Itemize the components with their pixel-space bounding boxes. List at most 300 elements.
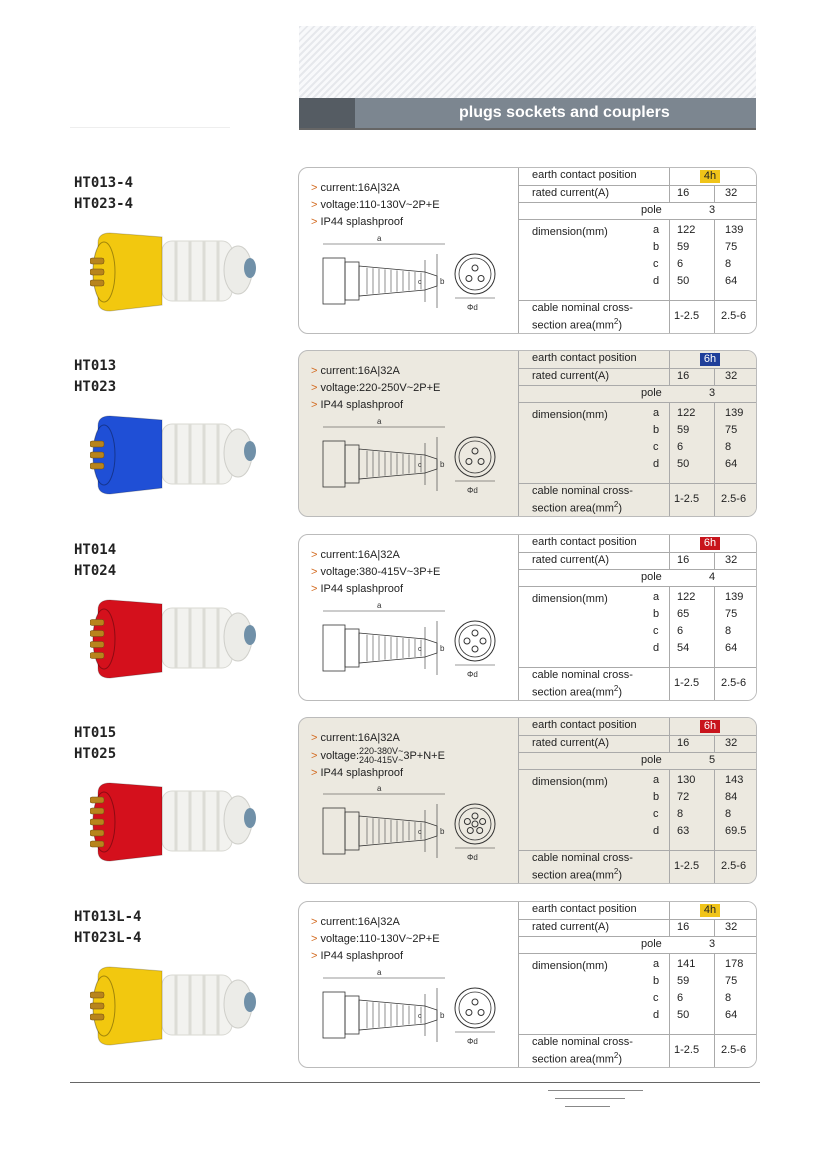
dimension-d-32: 69.5 [725, 825, 747, 837]
earth-position-badge: 6h [700, 720, 720, 733]
plug-pin [90, 797, 104, 803]
plug-pin [90, 841, 104, 847]
drawing-pin [480, 819, 486, 825]
table-rule [519, 219, 757, 220]
plug-pin [90, 819, 104, 825]
spec-text: IP44 splashproof [320, 767, 404, 779]
drawing-label-b: b [440, 827, 445, 836]
model-code: HT023 [74, 379, 117, 395]
cable-label-line2 [532, 684, 622, 699]
earth-position-label: earth contact position [532, 352, 637, 364]
drawing-face-inner [459, 992, 491, 1024]
pole-value: 4 [709, 571, 716, 583]
pole-label: pole [641, 938, 662, 950]
cable-label-sup: 2 [613, 317, 619, 326]
dimension-d-32: 64 [725, 1009, 738, 1021]
dimension-d-16: 54 [677, 642, 690, 654]
cable-label-close: ) [618, 319, 623, 332]
banner-underline [299, 128, 756, 130]
plug-cable [244, 258, 256, 278]
dimension-drawing [317, 597, 507, 692]
arrow-icon: > [311, 182, 318, 194]
rated-current-32: 32 [725, 187, 738, 199]
dimension-a-16: 122 [677, 224, 696, 236]
dimension-key-b: b [653, 608, 660, 620]
spec-text: current:16A|32A [320, 182, 400, 194]
dimension-b-32: 75 [725, 608, 738, 620]
spec-text: voltage:110-130V~2P+E [320, 199, 440, 211]
plug-image [90, 773, 260, 873]
table-rule [714, 185, 715, 202]
cable-label-line1: cable nominal cross- [532, 1036, 633, 1048]
table-rule [669, 919, 670, 936]
drawing-pin [478, 459, 484, 465]
arrow-icon: > [311, 583, 318, 595]
cable-label-close: ) [618, 869, 623, 882]
header-divider [70, 127, 230, 128]
rated-current-label: rated current(A) [532, 554, 610, 566]
table-rule [714, 368, 715, 385]
model-code: HT013 [74, 358, 117, 374]
cable-label-line1: cable nominal cross- [532, 852, 633, 864]
model-code: HT023L-4 [74, 930, 142, 946]
spec-ip [311, 214, 440, 231]
earth-position-badge: 6h [700, 537, 720, 550]
table-rule [519, 919, 757, 920]
page-title: plugs sockets and couplers [459, 104, 670, 121]
spec-text: voltage:220-250V~2P+E [320, 382, 441, 394]
drawing-face-outer [455, 621, 495, 661]
dimension-a-16: 122 [677, 407, 696, 419]
voltage-top: 220-380V~ [359, 746, 404, 756]
table-rule [669, 718, 670, 735]
plug-pin [90, 280, 104, 286]
drawing-label-c: c [418, 462, 422, 469]
table-rule [714, 735, 715, 752]
dimension-b-32: 84 [725, 791, 738, 803]
table-rule [669, 368, 670, 385]
rated-current-32: 32 [725, 554, 738, 566]
dimension-key-a: a [653, 774, 660, 786]
dimension-d-16: 63 [677, 825, 690, 837]
drawing-label-d: Φd [467, 486, 478, 495]
earth-position-badge: 4h [700, 904, 720, 917]
plug-body [162, 975, 232, 1035]
plug-pin [90, 452, 104, 458]
dimension-a-32: 178 [725, 958, 744, 970]
plug-pin [90, 992, 104, 998]
product-section [0, 169, 827, 345]
drawing-face-outer [455, 437, 495, 477]
dimension-a-32: 139 [725, 407, 744, 419]
arrow-icon: > [311, 216, 318, 228]
spec-voltage [311, 931, 440, 948]
plug-pin [90, 631, 104, 637]
dimension-key-c: c [653, 808, 659, 820]
drawing-head [323, 258, 345, 304]
dimension-key-a: a [653, 958, 660, 970]
plug-pin [90, 258, 104, 264]
table-rule [519, 569, 757, 570]
table-rule [519, 752, 757, 753]
drawing-head [323, 992, 345, 1038]
product-section [0, 719, 827, 895]
drawing-label-b: b [440, 277, 445, 286]
pole-label: pole [641, 204, 662, 216]
cable-value-16: 1-2.5 [674, 677, 700, 689]
drawing-label-c: c [418, 646, 422, 653]
plug-face [93, 609, 115, 669]
dimension-c-16: 8 [677, 808, 684, 820]
table-rule [669, 953, 670, 1067]
drawing-label-a: a [377, 234, 382, 243]
plug-pin [90, 620, 104, 626]
spec-table [518, 351, 757, 516]
arrow-icon: > [311, 749, 318, 762]
arrow-icon: > [311, 199, 318, 211]
earth-position-label: earth contact position [532, 536, 637, 548]
spec-table [518, 718, 757, 883]
pole-label: pole [641, 571, 662, 583]
drawing-collar [345, 629, 359, 667]
drawing-pin [478, 276, 484, 282]
table-rule [519, 1034, 757, 1035]
dimension-label: dimension(mm) [532, 226, 608, 238]
plug-pin [90, 463, 104, 469]
cable-label-line1: cable nominal cross- [532, 302, 633, 314]
voltage-fraction [359, 747, 403, 765]
model-code: HT023-4 [74, 196, 134, 212]
dimension-c-32: 8 [725, 992, 732, 1004]
dimension-b-32: 75 [725, 241, 738, 253]
dimension-d-32: 64 [725, 458, 738, 470]
pole-value: 3 [709, 387, 716, 399]
drawing-collar [345, 812, 359, 850]
table-rule [519, 850, 757, 851]
dimension-label: dimension(mm) [532, 409, 608, 421]
footer-mark [565, 1106, 610, 1107]
banner-accent [299, 98, 355, 128]
cable-label-line2 [532, 867, 622, 882]
spec-text: current:16A|32A [320, 916, 400, 928]
dimension-a-16: 122 [677, 591, 696, 603]
dimension-key-b: b [653, 241, 660, 253]
rated-current-32: 32 [725, 370, 738, 382]
table-rule [669, 535, 670, 552]
drawing-label-a: a [377, 784, 382, 793]
drawing-label-c: c [418, 1013, 422, 1020]
table-rule [669, 351, 670, 368]
spec-text: voltage: [320, 749, 360, 762]
spec-current [311, 914, 440, 931]
arrow-icon: > [311, 382, 318, 394]
drawing-pin [466, 276, 472, 282]
model-code: HT015 [74, 725, 117, 741]
dimension-key-a: a [653, 407, 660, 419]
drawing-label-d: Φd [467, 853, 478, 862]
dimension-a-32: 139 [725, 224, 744, 236]
drawing-pin [472, 813, 478, 819]
cable-label-text: section area(mm [532, 686, 614, 699]
cable-value-16: 1-2.5 [674, 310, 700, 322]
spec-table [518, 535, 757, 700]
drawing-label-a: a [377, 968, 382, 977]
dimension-key-a: a [653, 591, 660, 603]
cable-label-text: section area(mm [532, 319, 614, 332]
dimension-c-32: 8 [725, 258, 732, 270]
dimension-c-16: 6 [677, 992, 684, 1004]
cable-value-16: 1-2.5 [674, 860, 700, 872]
table-rule [669, 902, 670, 919]
rated-current-label: rated current(A) [532, 921, 610, 933]
dimension-d-16: 50 [677, 1009, 690, 1021]
dimension-key-c: c [653, 441, 659, 453]
dimension-key-d: d [653, 458, 660, 470]
plug-image [90, 590, 260, 690]
cable-label-line2 [532, 317, 622, 332]
dimension-key-b: b [653, 791, 660, 803]
voltage-bottom: 240-415V~ [359, 755, 404, 765]
product-section [0, 352, 827, 528]
arrow-icon: > [311, 365, 318, 377]
dimension-c-32: 8 [725, 625, 732, 637]
dimension-key-c: c [653, 258, 659, 270]
arrow-icon: > [311, 732, 318, 744]
dimension-c-16: 6 [677, 441, 684, 453]
plug-pin [90, 808, 104, 814]
dimension-key-d: d [653, 642, 660, 654]
earth-position-label: earth contact position [532, 903, 637, 915]
spec-list [311, 914, 440, 965]
spec-voltage [311, 380, 440, 397]
rated-current-label: rated current(A) [532, 187, 610, 199]
table-rule [519, 300, 757, 301]
spec-voltage [311, 747, 445, 765]
model-code: HT024 [74, 563, 117, 579]
cable-label-sup: 2 [613, 500, 619, 509]
dimension-c-32: 8 [725, 441, 732, 453]
table-rule [519, 667, 757, 668]
cable-label-line1: cable nominal cross- [532, 485, 633, 497]
dimension-a-16: 130 [677, 774, 696, 786]
cable-label-line2 [532, 500, 622, 515]
rated-current-label: rated current(A) [532, 737, 610, 749]
dimension-label: dimension(mm) [532, 776, 608, 788]
spec-card [298, 717, 757, 884]
arrow-icon: > [311, 399, 318, 411]
spec-text: IP44 splashproof [320, 583, 404, 595]
drawing-pin [472, 999, 478, 1005]
earth-position-badge: 6h [700, 353, 720, 366]
cable-label-close: ) [618, 502, 623, 515]
arrow-icon: > [311, 950, 318, 962]
drawing-pin [467, 827, 473, 833]
plug-image [90, 223, 260, 323]
dimension-b-16: 59 [677, 975, 690, 987]
earth-position-badge: 4h [700, 170, 720, 183]
drawing-pin [477, 827, 483, 833]
table-rule [519, 483, 757, 484]
dimension-b-32: 75 [725, 424, 738, 436]
pole-label: pole [641, 387, 662, 399]
cable-label-close: ) [618, 686, 623, 699]
rated-current-16: 16 [677, 737, 690, 749]
spec-text: voltage:380-415V~3P+E [320, 566, 441, 578]
table-rule [714, 953, 715, 1067]
rated-current-16: 16 [677, 554, 690, 566]
arrow-icon: > [311, 566, 318, 578]
dimension-key-d: d [653, 1009, 660, 1021]
model-code: HT014 [74, 542, 117, 558]
table-rule [669, 402, 670, 516]
cable-value-32: 2.5-6 [721, 310, 747, 322]
dimension-a-32: 143 [725, 774, 744, 786]
pole-value: 3 [709, 204, 716, 216]
table-rule [519, 202, 757, 203]
rated-current-16: 16 [677, 187, 690, 199]
drawing-label-d: Φd [467, 1037, 478, 1046]
model-code: HT025 [74, 746, 117, 762]
plug-cable [244, 808, 256, 828]
dimension-drawing [317, 230, 507, 325]
dimension-drawing [317, 780, 507, 875]
dimension-label: dimension(mm) [532, 593, 608, 605]
footer-line [70, 1082, 760, 1083]
spec-list [311, 363, 440, 414]
spec-text: IP44 splashproof [320, 399, 404, 411]
spec-text: voltage:110-130V~2P+E [320, 933, 440, 945]
plug-pin [90, 830, 104, 836]
drawing-label-a: a [377, 601, 382, 610]
drawing-label-b: b [440, 644, 445, 653]
spec-card [298, 350, 757, 517]
drawing-face-outer [455, 254, 495, 294]
drawing-head [323, 441, 345, 487]
plug-body [162, 608, 232, 668]
dimension-b-32: 75 [725, 975, 738, 987]
drawing-pin [472, 448, 478, 454]
table-rule [714, 402, 715, 516]
plug-pin [90, 642, 104, 648]
plug-image [90, 406, 260, 506]
cable-label-text: section area(mm [532, 1053, 614, 1066]
dimension-key-d: d [653, 825, 660, 837]
spec-list [311, 180, 440, 231]
spec-list [311, 730, 445, 782]
spec-text: current:16A|32A [320, 365, 400, 377]
drawing-face-outer [455, 988, 495, 1028]
drawing-collar [345, 262, 359, 300]
plug-pin [90, 269, 104, 275]
spec-ip [311, 581, 440, 598]
table-rule [714, 919, 715, 936]
pole-value: 5 [709, 754, 716, 766]
spec-ip [311, 948, 440, 965]
spec-voltage [311, 564, 440, 581]
drawing-label-d: Φd [467, 303, 478, 312]
dimension-key-c: c [653, 992, 659, 1004]
dimension-b-16: 59 [677, 241, 690, 253]
table-rule [669, 168, 670, 185]
dimension-key-b: b [653, 424, 660, 436]
dimension-d-32: 64 [725, 275, 738, 287]
drawing-label-d: Φd [467, 670, 478, 679]
drawing-pin [466, 1010, 472, 1016]
drawing-label-b: b [440, 460, 445, 469]
rated-current-16: 16 [677, 370, 690, 382]
spec-table [518, 168, 757, 333]
banner-pattern [299, 26, 756, 98]
dimension-a-32: 139 [725, 591, 744, 603]
plug-cable [244, 625, 256, 645]
table-rule [714, 552, 715, 569]
plug-body [162, 791, 232, 851]
dimension-c-16: 6 [677, 625, 684, 637]
table-rule [714, 769, 715, 883]
drawing-pin [478, 1010, 484, 1016]
plug-pin [90, 441, 104, 447]
cable-label-text: section area(mm [532, 869, 614, 882]
spec-card [298, 901, 757, 1068]
spec-table [518, 902, 757, 1067]
plug-body [162, 241, 232, 301]
drawing-pin [466, 459, 472, 465]
spec-text: IP44 splashproof [320, 950, 404, 962]
arrow-icon: > [311, 916, 318, 928]
product-section [0, 903, 827, 1079]
table-rule [669, 552, 670, 569]
dimension-key-a: a [653, 224, 660, 236]
cable-value-32: 2.5-6 [721, 860, 747, 872]
product-section [0, 536, 827, 712]
spec-voltage [311, 197, 440, 214]
dimension-d-16: 50 [677, 275, 690, 287]
cable-label-sup: 2 [613, 684, 619, 693]
drawing-label-c: c [418, 279, 422, 286]
dimension-d-32: 64 [725, 642, 738, 654]
table-rule [519, 185, 757, 186]
drawing-label-c: c [418, 829, 422, 836]
drawing-pin [464, 638, 470, 644]
spec-current [311, 547, 440, 564]
dimension-d-16: 50 [677, 458, 690, 470]
arrow-icon: > [311, 549, 318, 561]
rated-current-16: 16 [677, 921, 690, 933]
table-rule [519, 402, 757, 403]
cable-label-text: section area(mm [532, 502, 614, 515]
cable-label-line1: cable nominal cross- [532, 669, 633, 681]
spec-text: 3P+N+E [403, 749, 445, 762]
table-rule [669, 219, 670, 333]
dimension-key-c: c [653, 625, 659, 637]
cable-value-32: 2.5-6 [721, 677, 747, 689]
dimension-b-16: 65 [677, 608, 690, 620]
table-rule [669, 735, 670, 752]
table-rule [519, 953, 757, 954]
plug-pin [90, 1014, 104, 1020]
plug-pin [90, 653, 104, 659]
dimension-key-b: b [653, 975, 660, 987]
spec-list [311, 547, 440, 598]
earth-position-label: earth contact position [532, 719, 637, 731]
model-code: HT013L-4 [74, 909, 142, 925]
rated-current-32: 32 [725, 921, 738, 933]
cable-label-sup: 2 [613, 1051, 619, 1060]
dimension-drawing [317, 413, 507, 508]
banner-bar [299, 98, 756, 128]
table-rule [519, 769, 757, 770]
drawing-pin [464, 819, 470, 825]
